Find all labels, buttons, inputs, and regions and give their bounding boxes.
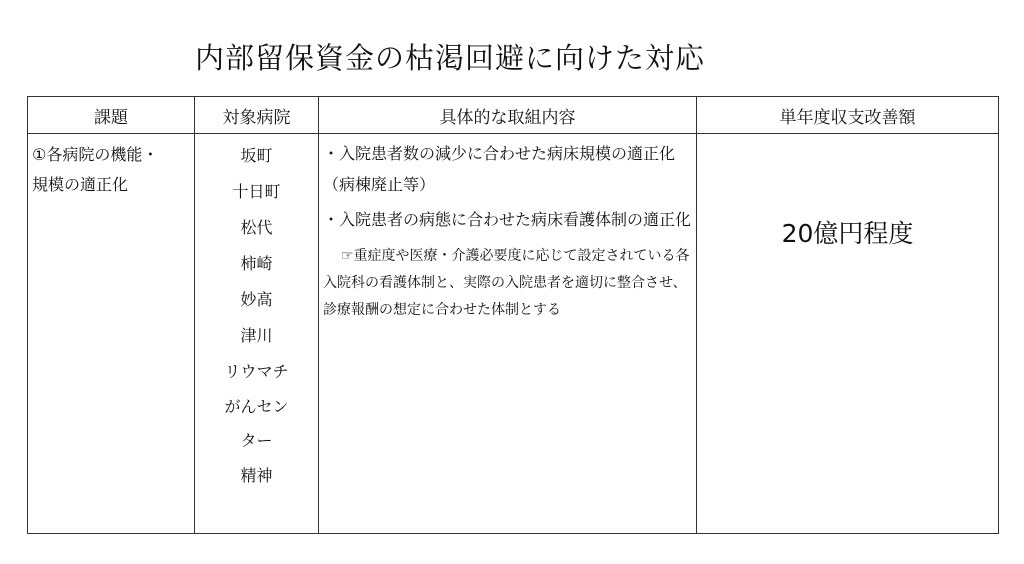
action-item: ・入院患者の病態に合わせた病床看護体制の適正化 [323,210,692,229]
measures-table [27,96,999,534]
hospital-item: 津川 [240,326,273,345]
hospital-item: リウマチ [224,362,289,381]
hospital-item: 柿崎 [240,254,273,273]
hospital-item: 松代 [240,218,273,237]
header-actions: 具体的な取組内容 [319,97,697,134]
hospital-item-line: がんセン [224,397,289,416]
hospital-item: 坂町 [240,146,273,165]
amount-cell [697,134,999,534]
issue-text-line: ①各病院の機能・ [32,145,159,164]
table-row [28,134,999,534]
action-note: ☞重症度や医療・介護必要度に応じて設定されている各入院科の看護体制と、実際の入院患者を適切に整合させ、診療報酬の想定に合わせた体制とする [323,248,690,318]
hospital-item: 精神 [240,466,273,485]
improvement-amount: 20億円程度 [781,219,914,248]
hospital-item: 妙高 [240,290,273,309]
table-header-row [28,97,999,134]
hospital-list [195,134,318,494]
hospital-item-line: ター [240,431,273,450]
hospital-item [195,390,318,458]
header-target-hospitals: 対象病院 [195,97,319,134]
actions-cell [319,134,697,534]
header-annual-improvement: 単年度収支改善額 [697,97,999,134]
issue-text-line: 規模の適正化 [32,175,129,194]
issue-cell [28,134,195,534]
hospitals-cell [195,134,319,534]
hospital-item: 十日町 [232,182,281,201]
page-title: 内部留保資金の枯渇回避に向けた対応 [194,41,705,75]
header-issue: 課題 [28,97,195,134]
action-item: ・入院患者数の減少に合わせた病床規模の適正化 （病棟廃止等） [323,144,692,194]
